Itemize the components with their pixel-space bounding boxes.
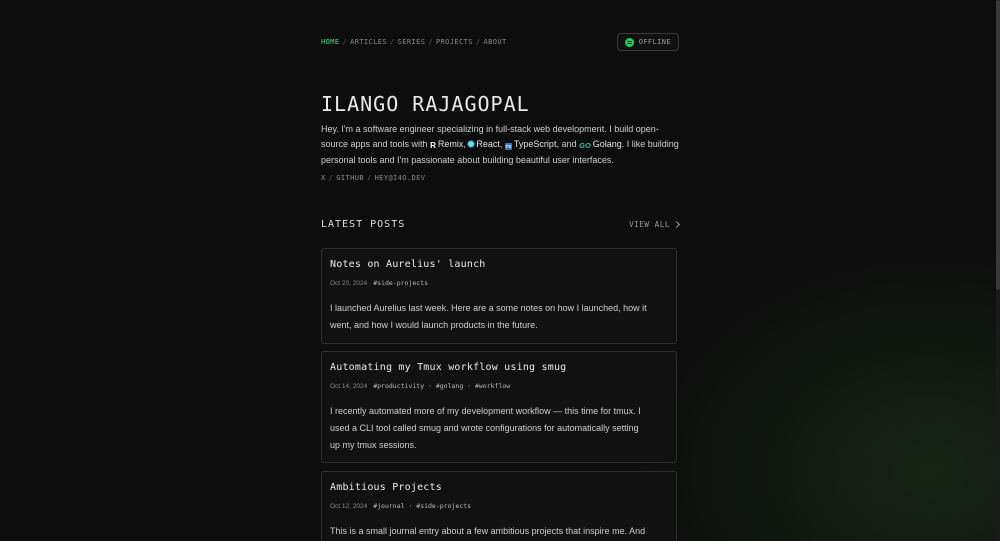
view-all-link[interactable] <box>629 220 679 229</box>
post-card[interactable] <box>321 351 677 463</box>
scrollbar[interactable] <box>996 0 1000 541</box>
typescript-icon: TS <box>505 143 512 149</box>
post-title[interactable]: Automating my Tmux workflow using smug <box>330 362 567 373</box>
remix-icon: R <box>430 140 436 150</box>
spotify-status-badge[interactable] <box>617 33 679 51</box>
golang-icon: GO <box>579 140 591 150</box>
post-tags[interactable]: #productivity · #golang · #workflow <box>373 382 511 390</box>
post-excerpt: I launched Aurelius last week. Here are a some notes on how I launched, how it went, and how I would launch products in the future. <box>330 303 647 330</box>
post-date: Oct 20, 2024 <box>330 280 368 287</box>
scrollbar-thumb[interactable] <box>996 0 1000 290</box>
post-title[interactable]: Ambitious Projects <box>330 482 442 493</box>
nav-separator: / <box>475 38 481 46</box>
social-links <box>321 174 425 182</box>
post-meta <box>330 382 510 390</box>
tech-golang[interactable] <box>579 139 622 149</box>
post-date: Oct 14, 2024 <box>330 383 368 390</box>
top-nav <box>321 38 507 46</box>
post-card[interactable] <box>321 471 677 541</box>
post-tags[interactable]: #journal · #side-projects <box>373 502 472 510</box>
post-date: Oct 12, 2024 <box>330 503 368 510</box>
nav-separator: / <box>390 38 395 46</box>
link-github[interactable]: GITHUB <box>336 174 364 182</box>
bio-and: and <box>561 138 577 149</box>
post-tags[interactable]: #side-projects <box>373 279 429 287</box>
tech-remix[interactable] <box>430 139 463 149</box>
post-excerpt: I recently automated more of my development workflow — this time for tmux. I used a CLI tool called smug and wrote configurations for automatically setting up my tmux sessions. <box>330 406 641 450</box>
tech-label: Golang <box>592 138 622 149</box>
react-icon <box>468 141 474 147</box>
link-x[interactable]: X <box>321 174 326 182</box>
post-meta <box>330 502 471 510</box>
link-separator: / <box>366 174 372 182</box>
post-excerpt: This is a small journal entry about a few ambitious projects that inspire me. And <box>330 526 646 536</box>
tech-label: TypeScript <box>513 138 557 149</box>
nav-series[interactable]: SERIES <box>397 38 426 46</box>
chevron-right-icon <box>673 221 680 228</box>
link-separator: / <box>328 174 334 182</box>
post-meta <box>330 279 428 287</box>
post-title[interactable]: Notes on Aurelius' launch <box>330 259 486 270</box>
tech-react[interactable] <box>468 139 500 149</box>
latest-posts-heading: LATEST POSTS <box>321 219 406 230</box>
nav-projects[interactable]: PROJECTS <box>435 38 473 46</box>
tech-typescript[interactable] <box>505 139 557 149</box>
nav-articles[interactable]: ARTICLES <box>350 38 388 46</box>
bio: Hey. I'm a software engineer specializing in full-stack web development. I build open-source apps and tools with R Remix, React, TS TypeScript, and GO Golang. I like building personal tools and I'm passionate about building beautiful user interfaces. <box>321 124 679 166</box>
post-card[interactable] <box>321 248 677 344</box>
nav-home[interactable]: HOME <box>321 38 340 46</box>
page-title: ILANGO RAJAGOPAL <box>321 92 530 116</box>
view-all-label: VIEW ALL <box>629 220 670 229</box>
status-label: OFFLINE <box>638 38 671 46</box>
bio-intro: Hey. I'm a software engineer specializing in full-stack web development. I build open-source apps and tools with <box>321 124 659 149</box>
nav-separator: / <box>342 38 348 46</box>
nav-separator: / <box>428 38 433 46</box>
tech-label: Remix <box>437 138 464 149</box>
tech-label: React <box>476 138 500 149</box>
spotify-icon <box>625 38 634 47</box>
nav-about[interactable]: ABOUT <box>483 38 507 46</box>
link-email[interactable]: HEY@I4O.DEV <box>374 174 426 182</box>
bio-outro: . I like building personal tools and I'm passionate about building beautiful user interfaces. <box>321 138 679 166</box>
